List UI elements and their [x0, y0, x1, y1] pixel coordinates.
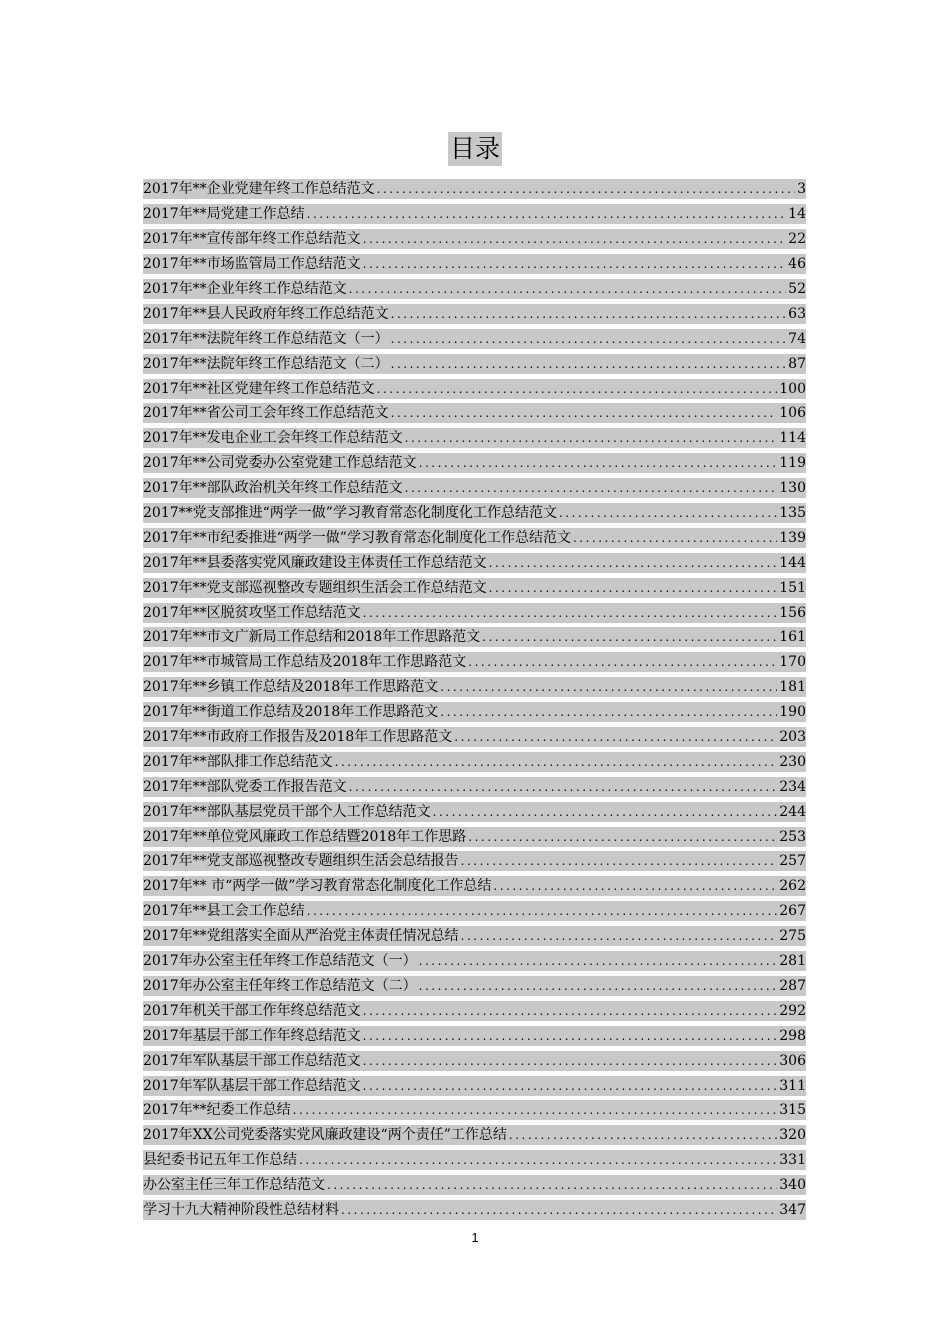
toc-entry-leader-dots	[468, 652, 777, 672]
toc-entry-leader-dots	[363, 1001, 778, 1021]
toc-entry-title[interactable]: 2017年**区脱贫攻坚工作总结范文	[143, 604, 361, 621]
toc-entry-title[interactable]: 2017年**法院年终工作总结范文（二）	[143, 355, 389, 372]
toc-entry-page-number[interactable]: 230	[779, 753, 806, 770]
toc-entry[interactable]	[143, 600, 806, 625]
toc-entry[interactable]	[143, 1148, 806, 1173]
toc-entry-page-number[interactable]: 244	[779, 803, 806, 820]
toc-entry[interactable]	[143, 501, 806, 526]
toc-entry-page-number[interactable]: 144	[779, 554, 806, 571]
toc-entry-leader-dots	[419, 976, 778, 996]
toc-entry-highlight	[143, 179, 806, 199]
toc-entry-highlight	[143, 229, 806, 249]
toc-entry-leader-dots	[377, 379, 778, 399]
toc-entry-leader-dots	[419, 453, 778, 473]
toc-entry-title[interactable]: 2017年**发电企业工会年终工作总结范文	[143, 430, 403, 447]
toc-entry-leader-dots	[454, 727, 777, 747]
toc-entry-highlight	[143, 254, 806, 274]
toc-entry-highlight	[143, 1125, 806, 1145]
toc-entry-page-number[interactable]: 292	[779, 1002, 806, 1019]
toc-entry-highlight	[143, 951, 806, 971]
toc-entry[interactable]	[143, 874, 806, 899]
toc-entry[interactable]	[143, 1098, 806, 1123]
toc-entry-page-number[interactable]: 315	[779, 1102, 806, 1119]
toc-entry[interactable]	[143, 277, 806, 302]
toc-entry-page-number[interactable]: 320	[779, 1127, 806, 1144]
toc-entry-page-number[interactable]: 253	[779, 828, 806, 845]
toc-entry-title[interactable]: 2017年**纪委工作总结	[143, 1102, 291, 1119]
toc-entry-page-number[interactable]: 267	[779, 903, 806, 920]
toc-entry-leader-dots	[482, 627, 777, 647]
toc-entry-page-number[interactable]: 190	[779, 704, 806, 721]
toc-entry-leader-dots	[468, 827, 777, 847]
toc-entry[interactable]	[143, 849, 806, 874]
toc-entry-leader-dots	[349, 279, 787, 299]
page-number: 1	[471, 1230, 479, 1245]
toc-entry-title[interactable]: 2017年**企业党建年终工作总结范文	[143, 181, 375, 198]
toc-entry-leader-dots	[573, 528, 777, 548]
toc-entry-highlight	[143, 553, 806, 573]
toc-entry-highlight	[143, 204, 806, 224]
toc-entry-title[interactable]: 2017年**法院年终工作总结范文（一）	[143, 330, 389, 347]
toc-entry[interactable]	[143, 326, 806, 351]
toc-entry-title[interactable]: 2017年**市场监管局工作总结范文	[143, 256, 361, 273]
toc-entry-page-number[interactable]: 87	[788, 355, 806, 372]
toc-entry-page-number[interactable]: 46	[788, 256, 806, 273]
toc-entry-title[interactable]: 2017年**街道工作总结及2018年工作思路范文	[143, 704, 439, 721]
toc-entry-highlight	[143, 1175, 806, 1195]
toc-entry-highlight	[143, 1051, 806, 1071]
toc-entry-leader-dots	[391, 403, 778, 423]
toc-entry-title[interactable]: 2017年军队基层干部工作总结范文	[143, 1077, 361, 1094]
toc-entry-title[interactable]: 2017年军队基层干部工作总结范文	[143, 1052, 361, 1069]
toc-entry-title[interactable]: 2017年**市城管局工作总结及2018年工作思路范文	[143, 654, 467, 671]
toc-entry-page-number[interactable]: 114	[779, 430, 806, 447]
toc-entry-leader-dots	[440, 677, 777, 697]
toc-entry-title[interactable]: 2017年**部队排工作总结范文	[143, 753, 333, 770]
toc-entry-title[interactable]: 2017年办公室主任年终工作总结范文（一）	[143, 953, 417, 970]
toc-entry-highlight	[143, 851, 806, 871]
toc-entry-title[interactable]: 2017年**县工会工作总结	[143, 903, 305, 920]
toc-entry[interactable]	[143, 675, 806, 700]
toc-entry-leader-dots	[293, 1100, 778, 1120]
toc-entry-page-number[interactable]: 234	[779, 778, 806, 795]
toc-entry-highlight	[143, 802, 806, 822]
toc-entry-page-number[interactable]: 257	[779, 853, 806, 870]
toc-entry-title[interactable]: 2017年**公司党委办公室党建工作总结范文	[143, 455, 417, 472]
toc-entry-title[interactable]: 2017年**企业年终工作总结范文	[143, 281, 347, 297]
toc-entry-highlight	[143, 1001, 806, 1021]
toc-entry-highlight	[143, 578, 806, 598]
toc-entry-highlight	[143, 453, 806, 473]
toc-entry-leader-dots	[307, 204, 787, 224]
toc-entry[interactable]	[143, 550, 806, 575]
toc-entry-highlight	[143, 304, 806, 324]
toc-entry-page-number[interactable]: 100	[779, 380, 806, 397]
toc-entry[interactable]	[143, 774, 806, 799]
toc-entry-title[interactable]: 2017年**市政府工作报告及2018年工作思路范文	[143, 729, 453, 746]
toc-entry[interactable]	[143, 998, 806, 1023]
toc-entry-page-number[interactable]: 281	[779, 953, 806, 970]
toc-entry-title[interactable]: 2017年**部队基层党员干部个人工作总结范文	[143, 803, 431, 820]
toc-entry-highlight	[143, 279, 806, 299]
toc-entry-leader-dots	[391, 304, 787, 324]
toc-entry-page-number[interactable]: 119	[779, 455, 806, 472]
toc-entry[interactable]	[143, 351, 806, 376]
toc-entry-title[interactable]: 2017年**县人民政府年终工作总结范文	[143, 305, 389, 322]
toc-entry-title[interactable]: 2017年**县委落实党风廉政建设主体责任工作总结范文	[143, 554, 487, 571]
toc-entry-page-number[interactable]: 106	[779, 405, 806, 422]
toc-entry[interactable]	[143, 824, 806, 849]
toc-heading	[0, 132, 950, 166]
toc-entry-title[interactable]: 2017年**社区党建年终工作总结范文	[143, 380, 375, 397]
toc-entry-title[interactable]: 2017年XX公司党委落实党风廉政建设“两个责任”工作总结	[143, 1127, 507, 1144]
toc-entry-page-number[interactable]: 203	[779, 729, 806, 746]
toc-entry[interactable]	[143, 301, 806, 326]
toc-heading-text: 目录	[448, 132, 502, 166]
toc-entry-leader-dots	[363, 1051, 778, 1071]
toc-entry-leader-dots	[461, 851, 778, 871]
toc-entry-highlight	[143, 478, 806, 498]
toc-entry-highlight	[143, 603, 806, 623]
toc-entry-title[interactable]: 2017年**部队党委工作报告范文	[143, 778, 347, 795]
toc-entry-page-number[interactable]: 63	[788, 305, 806, 322]
toc-entry-page-number[interactable]: 161	[779, 629, 806, 646]
toc-entry[interactable]	[143, 1198, 806, 1223]
toc-entry-title[interactable]: 2017**党支部推进“两学一做”学习教育常态化制度化工作总结范文	[143, 505, 557, 522]
toc-entry-page-number[interactable]: 3	[797, 181, 806, 198]
toc-entry-page-number[interactable]: 156	[779, 604, 806, 621]
toc-entry-title[interactable]: 县纪委书记五年工作总结	[143, 1152, 297, 1169]
toc-entry-leader-dots	[341, 1200, 777, 1220]
toc-entry-highlight	[143, 702, 806, 722]
toc-entry-title[interactable]: 2017年**单位党风廉政工作总结暨2018年工作思路	[143, 828, 467, 845]
toc-entry-highlight	[143, 428, 806, 448]
toc-entry[interactable]	[143, 924, 806, 949]
toc-entry-highlight	[143, 354, 806, 374]
toc-entry-leader-dots	[377, 179, 795, 199]
toc-entry-page-number[interactable]: 340	[779, 1177, 806, 1194]
toc-entry-page-number[interactable]: 306	[779, 1052, 806, 1069]
toc-entry-title[interactable]: 学习十九大精神阶段性总结材料	[143, 1201, 339, 1218]
toc-entry-leader-dots	[489, 553, 778, 573]
toc-entry[interactable]	[143, 227, 806, 252]
toc-entry[interactable]	[143, 451, 806, 476]
toc-entry-title[interactable]: 2017年**市纪委推进“两学一做”学习教育常态化制度化工作总结范文	[143, 529, 571, 546]
toc-entry[interactable]	[143, 650, 806, 675]
toc-entry[interactable]	[143, 202, 806, 227]
toc-entry[interactable]	[143, 1123, 806, 1148]
toc-entry-leader-dots	[405, 428, 778, 448]
toc-entry-highlight	[143, 752, 806, 772]
toc-entry[interactable]	[143, 799, 806, 824]
toc-entry-leader-dots	[363, 254, 787, 274]
toc-entry-title[interactable]: 办公室主任三年工作总结范文	[143, 1177, 325, 1194]
toc-entry-title[interactable]: 2017年**市文广新局工作总结和2018年工作思路范文	[143, 629, 481, 646]
toc-entry[interactable]	[143, 1048, 806, 1073]
toc-entry-leader-dots	[391, 329, 787, 349]
toc-entry[interactable]	[143, 1173, 806, 1198]
toc-entry-highlight	[143, 379, 806, 399]
toc-entry-highlight	[143, 329, 806, 349]
toc-entry-title[interactable]: 2017年**党支部巡视整改专题组织生活会总结报告	[143, 853, 459, 870]
toc-entry-page-number[interactable]: 331	[779, 1152, 806, 1169]
toc-entry-highlight	[143, 627, 806, 647]
toc-entry[interactable]	[143, 725, 806, 750]
toc-entry-highlight	[143, 1076, 806, 1096]
toc-entry[interactable]	[143, 525, 806, 550]
toc-entry-title[interactable]: 2017年机关干部工作年终总结范文	[143, 1002, 361, 1019]
toc-entry-page-number[interactable]: 14	[788, 206, 806, 223]
toc-entry-leader-dots	[405, 478, 778, 498]
toc-entry-title[interactable]: 2017年**宣传部年终工作总结范文	[143, 231, 361, 248]
toc-entry-leader-dots	[363, 229, 787, 249]
toc-entry[interactable]	[143, 700, 806, 725]
toc-entry[interactable]	[143, 899, 806, 924]
toc-entry-highlight	[143, 876, 806, 896]
toc-entry-highlight	[143, 727, 806, 747]
toc-entry-page-number[interactable]: 139	[779, 529, 806, 546]
toc-entry-title[interactable]: 2017年**党支部巡视整改专题组织生活会工作总结范文	[143, 579, 487, 596]
toc-entry-page-number[interactable]: 347	[779, 1201, 806, 1218]
toc-entry-leader-dots	[419, 951, 778, 971]
toc-entry[interactable]	[143, 1023, 806, 1048]
toc-entry-highlight	[143, 926, 806, 946]
toc-entry[interactable]	[143, 749, 806, 774]
toc-entry-page-number[interactable]: 181	[779, 679, 806, 696]
toc-entry-highlight	[143, 777, 806, 797]
toc-entry[interactable]	[143, 1073, 806, 1098]
toc-entry-page-number[interactable]: 52	[788, 281, 806, 297]
toc-entry-page-number[interactable]: 130	[779, 480, 806, 497]
toc-entry-highlight	[143, 901, 806, 921]
toc-entry[interactable]	[143, 376, 806, 401]
toc-entry-title[interactable]: 2017年**局党建工作总结	[143, 206, 305, 223]
toc-entry[interactable]	[143, 426, 806, 451]
toc-entry[interactable]	[143, 974, 806, 999]
toc-entry[interactable]	[143, 252, 806, 277]
toc-entry-title[interactable]: 2017年**省公司工会年终工作总结范文	[143, 405, 389, 422]
toc-entry-page-number[interactable]: 135	[779, 505, 806, 522]
toc-entry-leader-dots	[299, 1150, 777, 1170]
toc-entry-leader-dots	[433, 802, 778, 822]
toc-entry-leader-dots	[440, 702, 777, 722]
toc-entry-page-number[interactable]: 74	[788, 330, 806, 347]
toc-entry-leader-dots	[559, 503, 777, 523]
toc-entry-page-number[interactable]: 287	[779, 977, 806, 994]
toc-entry-leader-dots	[307, 901, 778, 921]
toc-entry-leader-dots	[509, 1125, 777, 1145]
toc-entry[interactable]	[143, 575, 806, 600]
toc-entry-leader-dots	[391, 354, 787, 374]
toc-entry-highlight	[143, 652, 806, 672]
toc-entry-leader-dots	[493, 876, 777, 896]
toc-entry[interactable]	[143, 401, 806, 426]
toc-entry-title[interactable]: 2017年** 市“两学一做”学习教育常态化制度化工作总结	[143, 878, 492, 895]
toc-entry-leader-dots	[349, 777, 778, 797]
toc-entry-highlight	[143, 503, 806, 523]
toc-entry-highlight	[143, 1150, 806, 1170]
toc-entry-title[interactable]: 2017年**乡镇工作总结及2018年工作思路范文	[143, 679, 439, 696]
toc-entry-leader-dots	[327, 1175, 777, 1195]
toc-entry[interactable]	[143, 949, 806, 974]
toc-entry-title[interactable]: 2017年基层干部工作年终总结范文	[143, 1027, 361, 1044]
toc-entry-highlight	[143, 1200, 806, 1220]
toc-entry-leader-dots	[363, 1026, 778, 1046]
toc-entry-leader-dots	[363, 1076, 778, 1096]
toc-list	[143, 177, 806, 1222]
toc-entry-leader-dots	[335, 752, 778, 772]
toc-entry-highlight	[143, 403, 806, 423]
toc-entry-page-number[interactable]: 170	[779, 654, 806, 671]
toc-entry-page-number[interactable]: 151	[779, 579, 806, 596]
toc-entry-page-number[interactable]: 22	[788, 231, 806, 248]
toc-entry-title[interactable]: 2017年**党组落实全面从严治党主体责任情况总结	[143, 928, 459, 945]
toc-entry-page-number[interactable]: 311	[779, 1077, 806, 1094]
toc-entry-leader-dots	[363, 603, 778, 623]
toc-entry[interactable]	[143, 476, 806, 501]
toc-entry-page-number[interactable]: 298	[779, 1027, 806, 1044]
toc-entry-page-number[interactable]: 262	[779, 878, 806, 895]
toc-entry-leader-dots	[489, 578, 778, 598]
toc-entry-highlight	[143, 677, 806, 697]
toc-entry-title[interactable]: 2017年办公室主任年终工作总结范文（二）	[143, 977, 417, 994]
toc-entry-highlight	[143, 528, 806, 548]
toc-entry-highlight	[143, 827, 806, 847]
toc-entry-highlight	[143, 976, 806, 996]
toc-entry-leader-dots	[461, 926, 778, 946]
toc-entry-highlight	[143, 1100, 806, 1120]
toc-entry-title[interactable]: 2017年**部队政治机关年终工作总结范文	[143, 480, 403, 497]
toc-entry-highlight	[143, 1026, 806, 1046]
toc-entry-page-number[interactable]: 275	[779, 928, 806, 945]
toc-entry[interactable]	[143, 625, 806, 650]
toc-entry[interactable]	[143, 177, 806, 202]
